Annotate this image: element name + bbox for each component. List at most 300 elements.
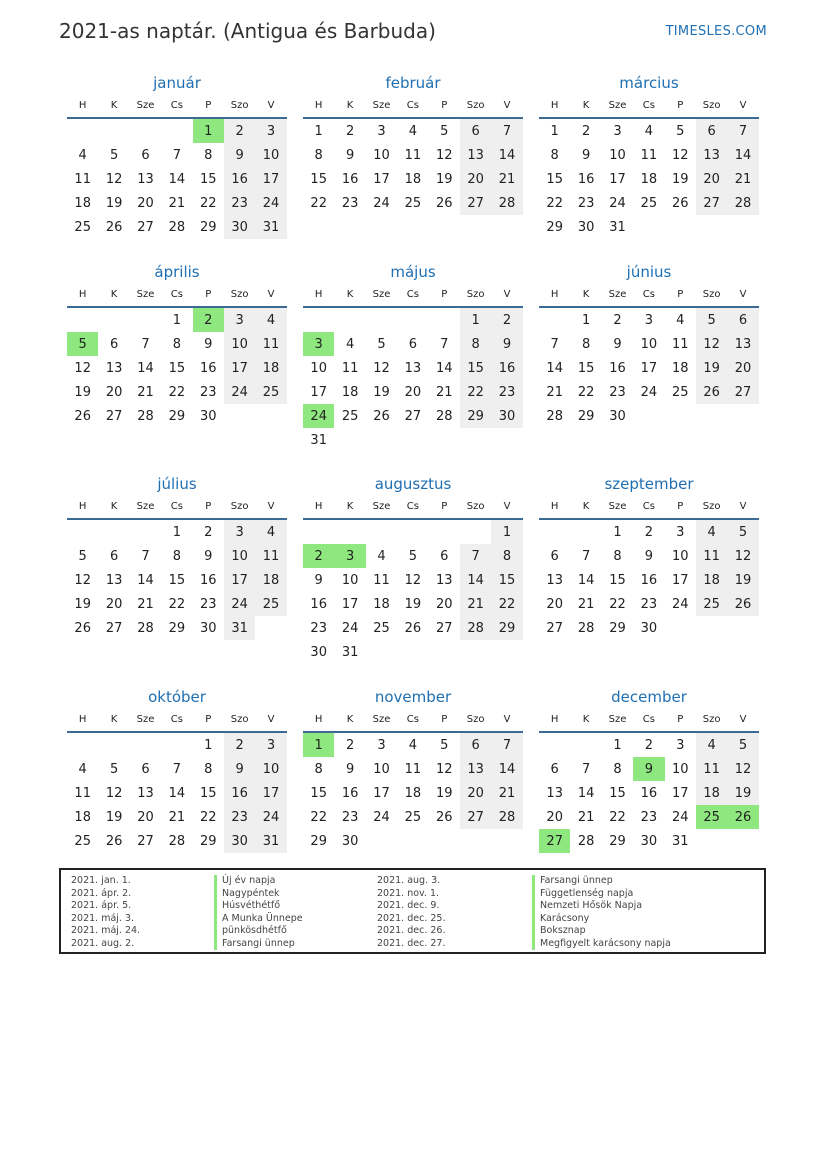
day-cell: 13	[137, 171, 154, 187]
day-cell: 5	[109, 147, 119, 163]
day-cell: 16	[310, 596, 327, 612]
weekday-label: H	[550, 289, 559, 300]
legend-holiday-name: Farsangi ünnep	[214, 938, 303, 951]
weekday-label: V	[503, 289, 511, 300]
day-cell: 26	[696, 380, 727, 404]
day-cell: 2	[204, 524, 213, 540]
empty-cell	[397, 308, 428, 332]
day-cell: 29	[609, 620, 626, 636]
day-cell: 15	[199, 171, 217, 187]
day-grid	[67, 520, 287, 640]
day-cell: 23	[341, 195, 359, 211]
legend-date: 2021. jan. 1.	[71, 875, 131, 886]
day-cell: 6	[109, 336, 119, 352]
day-cell: 4	[255, 520, 286, 544]
day-cell: 16	[341, 785, 359, 801]
day-cell: 6	[440, 548, 449, 564]
day-cell: 19	[373, 384, 390, 400]
day-cell: 17	[640, 360, 658, 376]
day-cell: 18	[74, 195, 91, 211]
day-cell: 4	[408, 123, 417, 139]
day-cell: 16	[640, 785, 658, 801]
day-cell: 26	[727, 592, 758, 616]
legend-holiday-name: Függetlenség napja	[532, 888, 671, 901]
day-cell: 9	[581, 147, 591, 163]
day-cell: 2	[345, 737, 355, 753]
day-cell: 3	[377, 123, 386, 139]
day-cell: 4	[345, 336, 355, 352]
day-cell: 15	[577, 360, 595, 376]
day-cell: 16	[224, 781, 255, 805]
day-cell: 1	[613, 524, 622, 540]
day-cell: 11	[74, 785, 91, 801]
empty-cell	[460, 520, 491, 544]
day-cell: 17	[224, 356, 255, 380]
weekday-label: P	[441, 501, 448, 512]
weekday-header	[539, 708, 759, 733]
day-cell: 29	[491, 616, 522, 640]
weekday-label: K	[346, 501, 354, 512]
month-name: január	[153, 74, 201, 92]
day-cell: 2	[224, 733, 255, 757]
weekday-label: Sze	[608, 714, 627, 725]
empty-cell	[366, 520, 397, 544]
day-cell: 15	[609, 785, 626, 801]
weekday-label: V	[267, 501, 275, 512]
weekday-label: K	[110, 714, 118, 725]
day-cell: 17	[255, 167, 286, 191]
empty-cell	[539, 308, 570, 332]
day-cell: 6	[460, 119, 491, 143]
day-cell: 20	[105, 596, 123, 612]
day-cell: 15	[168, 360, 186, 376]
weekday-label: Cs	[642, 289, 655, 300]
month-name: február	[385, 74, 441, 92]
day-cell: 7	[581, 761, 591, 777]
day-cell: 30	[341, 833, 359, 849]
day-cell: 15	[491, 568, 522, 592]
day-cell: 21	[577, 596, 595, 612]
empty-cell	[303, 520, 334, 544]
day-cell: 13	[460, 757, 491, 781]
day-cell: 17	[671, 785, 689, 801]
day-cell: 30	[199, 408, 217, 424]
day-cell: 26	[74, 408, 91, 424]
day-cell: 4	[696, 520, 727, 544]
day-cell: 13	[696, 143, 727, 167]
day-cell: 4	[377, 548, 386, 564]
month-name: augusztus	[374, 475, 452, 493]
day-cell: 21	[577, 809, 595, 825]
month-11	[303, 686, 523, 853]
weekday-label: V	[503, 501, 511, 512]
day-cell: 28	[168, 219, 186, 235]
day-cell: 19	[671, 171, 689, 187]
day-cell: 11	[696, 757, 727, 781]
day-cell: 13	[105, 360, 123, 376]
weekday-label: P	[205, 714, 212, 725]
day-cell: 8	[491, 544, 522, 568]
day-cell: 14	[727, 143, 758, 167]
weekday-label: Szo	[466, 501, 485, 512]
day-cell: 24	[671, 596, 689, 612]
legend-holiday-name: Nagypéntek	[214, 888, 303, 901]
day-cell: 24	[224, 592, 255, 616]
day-grid	[539, 520, 759, 640]
month-name: március	[619, 74, 679, 92]
day-cell: 29	[310, 833, 327, 849]
day-cell: 28	[491, 805, 522, 829]
holiday-day-cell: 24	[303, 404, 334, 428]
day-cell: 5	[676, 123, 685, 139]
weekday-label: K	[582, 714, 590, 725]
day-cell: 5	[440, 123, 449, 139]
day-cell: 14	[137, 572, 154, 588]
day-cell: 10	[224, 544, 255, 568]
day-cell: 22	[168, 384, 186, 400]
day-cell: 18	[373, 596, 390, 612]
empty-cell	[570, 520, 601, 544]
day-cell: 7	[550, 336, 559, 352]
weekday-label: K	[346, 289, 354, 300]
legend-date: 2021. nov. 1.	[377, 887, 440, 899]
day-cell: 20	[137, 809, 154, 825]
weekday-label: H	[78, 501, 87, 512]
day-cell: 17	[671, 572, 689, 588]
day-cell: 26	[74, 620, 91, 636]
day-cell: 17	[373, 785, 390, 801]
empty-cell	[130, 733, 161, 757]
legend-names-right	[532, 875, 671, 950]
day-cell: 25	[74, 219, 91, 235]
empty-cell	[98, 733, 129, 757]
day-cell: 29	[609, 833, 626, 849]
day-cell: 27	[435, 620, 453, 636]
holiday-day-cell: 1	[193, 119, 224, 143]
brand-link[interactable]: TIMESLES.COM	[665, 24, 767, 39]
day-cell: 18	[255, 356, 286, 380]
day-cell: 16	[341, 171, 359, 187]
day-cell: 27	[546, 620, 563, 636]
day-cell: 6	[460, 733, 491, 757]
day-cell: 18	[696, 781, 727, 805]
day-cell: 23	[310, 620, 327, 636]
day-cell: 25	[640, 195, 658, 211]
month-1	[67, 72, 287, 239]
day-cell: 7	[491, 119, 522, 143]
day-cell: 20	[546, 596, 563, 612]
weekday-label: V	[267, 714, 275, 725]
day-cell: 15	[460, 356, 491, 380]
day-cell: 11	[373, 572, 390, 588]
day-cell: 18	[640, 171, 658, 187]
empty-cell	[67, 733, 98, 757]
weekday-header	[67, 94, 287, 119]
weekday-label: Sze	[372, 100, 391, 111]
weekday-label: H	[314, 501, 323, 512]
day-cell: 16	[640, 572, 658, 588]
day-cell: 20	[435, 596, 453, 612]
day-cell: 22	[546, 195, 563, 211]
day-cell: 8	[460, 332, 491, 356]
day-cell: 23	[640, 596, 658, 612]
day-cell: 15	[546, 171, 563, 187]
day-cell: 11	[671, 336, 689, 352]
day-cell: 5	[408, 548, 417, 564]
day-cell: 1	[172, 312, 181, 328]
day-cell: 11	[696, 544, 727, 568]
day-cell: 3	[224, 308, 255, 332]
day-cell: 13	[137, 785, 154, 801]
day-cell: 28	[460, 616, 491, 640]
legend-date: 2021. aug. 2.	[71, 937, 135, 949]
weekday-header	[303, 495, 523, 520]
day-cell: 30	[199, 620, 217, 636]
weekday-label: Cs	[170, 100, 183, 111]
day-cell: 4	[78, 761, 87, 777]
weekday-label: Cs	[642, 714, 655, 725]
day-cell: 23	[199, 596, 217, 612]
day-cell: 21	[137, 384, 154, 400]
day-cell: 14	[435, 360, 453, 376]
day-cell: 21	[168, 195, 186, 211]
day-cell: 30	[310, 644, 327, 660]
day-cell: 11	[341, 360, 359, 376]
weekday-label: P	[441, 289, 448, 300]
day-cell: 2	[613, 312, 622, 328]
legend-date: 2021. máj. 24.	[71, 925, 141, 936]
day-cell: 21	[491, 781, 522, 805]
day-grid	[67, 308, 287, 428]
day-cell: 27	[137, 219, 154, 235]
day-cell: 12	[105, 171, 123, 187]
day-cell: 14	[168, 171, 186, 187]
day-cell: 26	[105, 833, 123, 849]
day-cell: 10	[255, 143, 286, 167]
day-cell: 2	[345, 123, 355, 139]
day-cell: 6	[408, 336, 417, 352]
day-cell: 25	[404, 195, 422, 211]
month-name: november	[374, 688, 452, 706]
day-cell: 7	[460, 544, 491, 568]
day-cell: 22	[310, 809, 327, 825]
weekday-label: K	[346, 714, 354, 725]
day-grid	[67, 733, 287, 853]
day-cell: 8	[204, 761, 213, 777]
empty-cell	[429, 520, 460, 544]
day-grid	[67, 119, 287, 239]
day-cell: 8	[613, 761, 622, 777]
day-cell: 15	[310, 785, 327, 801]
day-cell: 24	[640, 384, 658, 400]
weekday-label: H	[314, 100, 323, 111]
day-cell: 9	[345, 761, 355, 777]
day-cell: 23	[224, 805, 255, 829]
weekday-label: K	[110, 501, 118, 512]
legend-holiday-name: Megfigyelt karácsony napja	[532, 938, 671, 951]
day-cell: 12	[727, 544, 758, 568]
weekday-label: P	[677, 100, 684, 111]
day-cell: 12	[671, 147, 689, 163]
legend-date: 2021. aug. 3.	[377, 875, 441, 886]
day-cell: 16	[491, 356, 522, 380]
weekday-label: P	[205, 289, 212, 300]
day-cell: 19	[435, 785, 453, 801]
weekday-label: V	[267, 100, 275, 111]
day-cell: 31	[609, 219, 626, 235]
day-cell: 27	[460, 805, 491, 829]
day-cell: 31	[341, 644, 359, 660]
day-cell: 27	[137, 833, 154, 849]
day-cell: 9	[204, 548, 213, 564]
weekday-label: Szo	[702, 501, 721, 512]
legend-date: 2021. máj. 3.	[71, 912, 135, 924]
day-cell: 21	[460, 592, 491, 616]
day-cell: 12	[727, 757, 758, 781]
day-cell: 14	[491, 757, 522, 781]
day-cell: 6	[109, 548, 119, 564]
day-cell: 12	[404, 572, 422, 588]
holiday-day-cell: 26	[727, 805, 758, 829]
day-cell: 27	[727, 380, 758, 404]
day-cell: 11	[404, 761, 422, 777]
empty-cell	[161, 733, 192, 757]
day-cell: 24	[255, 805, 286, 829]
weekday-label: P	[205, 501, 212, 512]
day-cell: 16	[199, 360, 217, 376]
day-cell: 15	[168, 572, 186, 588]
weekday-label: Cs	[170, 501, 183, 512]
weekday-label: Cs	[406, 289, 419, 300]
legend-holiday-name: Karácsony	[532, 913, 671, 926]
day-cell: 7	[581, 548, 591, 564]
weekday-label: Szo	[230, 100, 249, 111]
weekday-header	[303, 283, 523, 308]
day-cell: 7	[172, 147, 181, 163]
weekday-label: Szo	[230, 501, 249, 512]
weekday-label: Szo	[702, 714, 721, 725]
day-cell: 27	[404, 408, 422, 424]
day-cell: 9	[644, 548, 653, 564]
weekday-label: H	[314, 289, 323, 300]
empty-cell	[67, 520, 98, 544]
day-cell: 26	[373, 408, 390, 424]
day-cell: 9	[224, 143, 255, 167]
day-cell: 22	[491, 592, 522, 616]
weekday-label: V	[503, 100, 511, 111]
day-cell: 10	[609, 147, 626, 163]
weekday-label: K	[346, 100, 354, 111]
day-cell: 14	[168, 785, 186, 801]
day-cell: 5	[727, 733, 758, 757]
weekday-label: P	[441, 100, 448, 111]
day-cell: 31	[671, 833, 689, 849]
day-cell: 6	[550, 761, 559, 777]
day-cell: 4	[644, 123, 653, 139]
day-cell: 27	[696, 191, 727, 215]
legend-holiday-name: Új év napja	[214, 875, 303, 888]
weekday-label: Szo	[702, 289, 721, 300]
day-cell: 20	[404, 384, 422, 400]
month-name: október	[148, 688, 206, 706]
day-cell: 27	[105, 620, 123, 636]
weekday-label: Szo	[466, 289, 485, 300]
day-grid	[303, 119, 523, 215]
day-cell: 27	[105, 408, 123, 424]
day-cell: 1	[581, 312, 591, 328]
weekday-label: V	[739, 289, 747, 300]
day-cell: 28	[137, 620, 154, 636]
day-cell: 12	[435, 761, 453, 777]
day-cell: 31	[310, 432, 327, 448]
empty-cell	[539, 520, 570, 544]
day-cell: 7	[141, 336, 150, 352]
day-cell: 12	[74, 360, 91, 376]
weekday-header	[539, 94, 759, 119]
weekday-header	[539, 283, 759, 308]
day-cell: 8	[204, 147, 213, 163]
empty-cell	[98, 520, 129, 544]
day-cell: 19	[105, 809, 123, 825]
day-cell: 6	[727, 308, 758, 332]
day-cell: 21	[137, 596, 154, 612]
day-cell: 3	[377, 737, 386, 753]
weekday-label: K	[110, 289, 118, 300]
empty-cell	[429, 308, 460, 332]
day-cell: 26	[435, 195, 453, 211]
day-cell: 29	[577, 408, 595, 424]
day-cell: 5	[440, 737, 449, 753]
day-cell: 24	[373, 195, 390, 211]
holiday-day-cell: 3	[303, 332, 334, 356]
day-cell: 20	[727, 356, 758, 380]
month-name: július	[157, 475, 197, 493]
day-cell: 4	[676, 312, 685, 328]
month-4	[67, 261, 287, 428]
day-cell: 8	[172, 548, 181, 564]
empty-cell	[334, 520, 365, 544]
day-cell: 23	[491, 380, 522, 404]
day-cell: 24	[609, 195, 626, 211]
day-cell: 8	[613, 548, 622, 564]
day-cell: 2	[581, 123, 591, 139]
day-cell: 28	[168, 833, 186, 849]
empty-cell	[130, 520, 161, 544]
day-cell: 12	[74, 572, 91, 588]
day-cell: 8	[314, 761, 323, 777]
day-cell: 14	[460, 568, 491, 592]
day-cell: 13	[404, 360, 422, 376]
empty-cell	[303, 308, 334, 332]
day-cell: 21	[168, 809, 186, 825]
weekday-header	[303, 94, 523, 119]
day-cell: 1	[613, 737, 622, 753]
day-cell: 28	[577, 833, 595, 849]
day-cell: 13	[546, 785, 563, 801]
day-cell: 20	[105, 384, 123, 400]
day-cell: 3	[255, 733, 286, 757]
weekday-header	[67, 495, 287, 520]
day-cell: 31	[255, 829, 286, 853]
day-cell: 19	[727, 781, 758, 805]
day-cell: 9	[345, 147, 355, 163]
empty-cell	[67, 119, 98, 143]
day-cell: 3	[613, 123, 622, 139]
legend-holiday-name: pünkösdhétfő	[214, 925, 303, 938]
day-cell: 10	[671, 761, 689, 777]
weekday-label: Sze	[372, 289, 391, 300]
day-cell: 28	[727, 191, 758, 215]
